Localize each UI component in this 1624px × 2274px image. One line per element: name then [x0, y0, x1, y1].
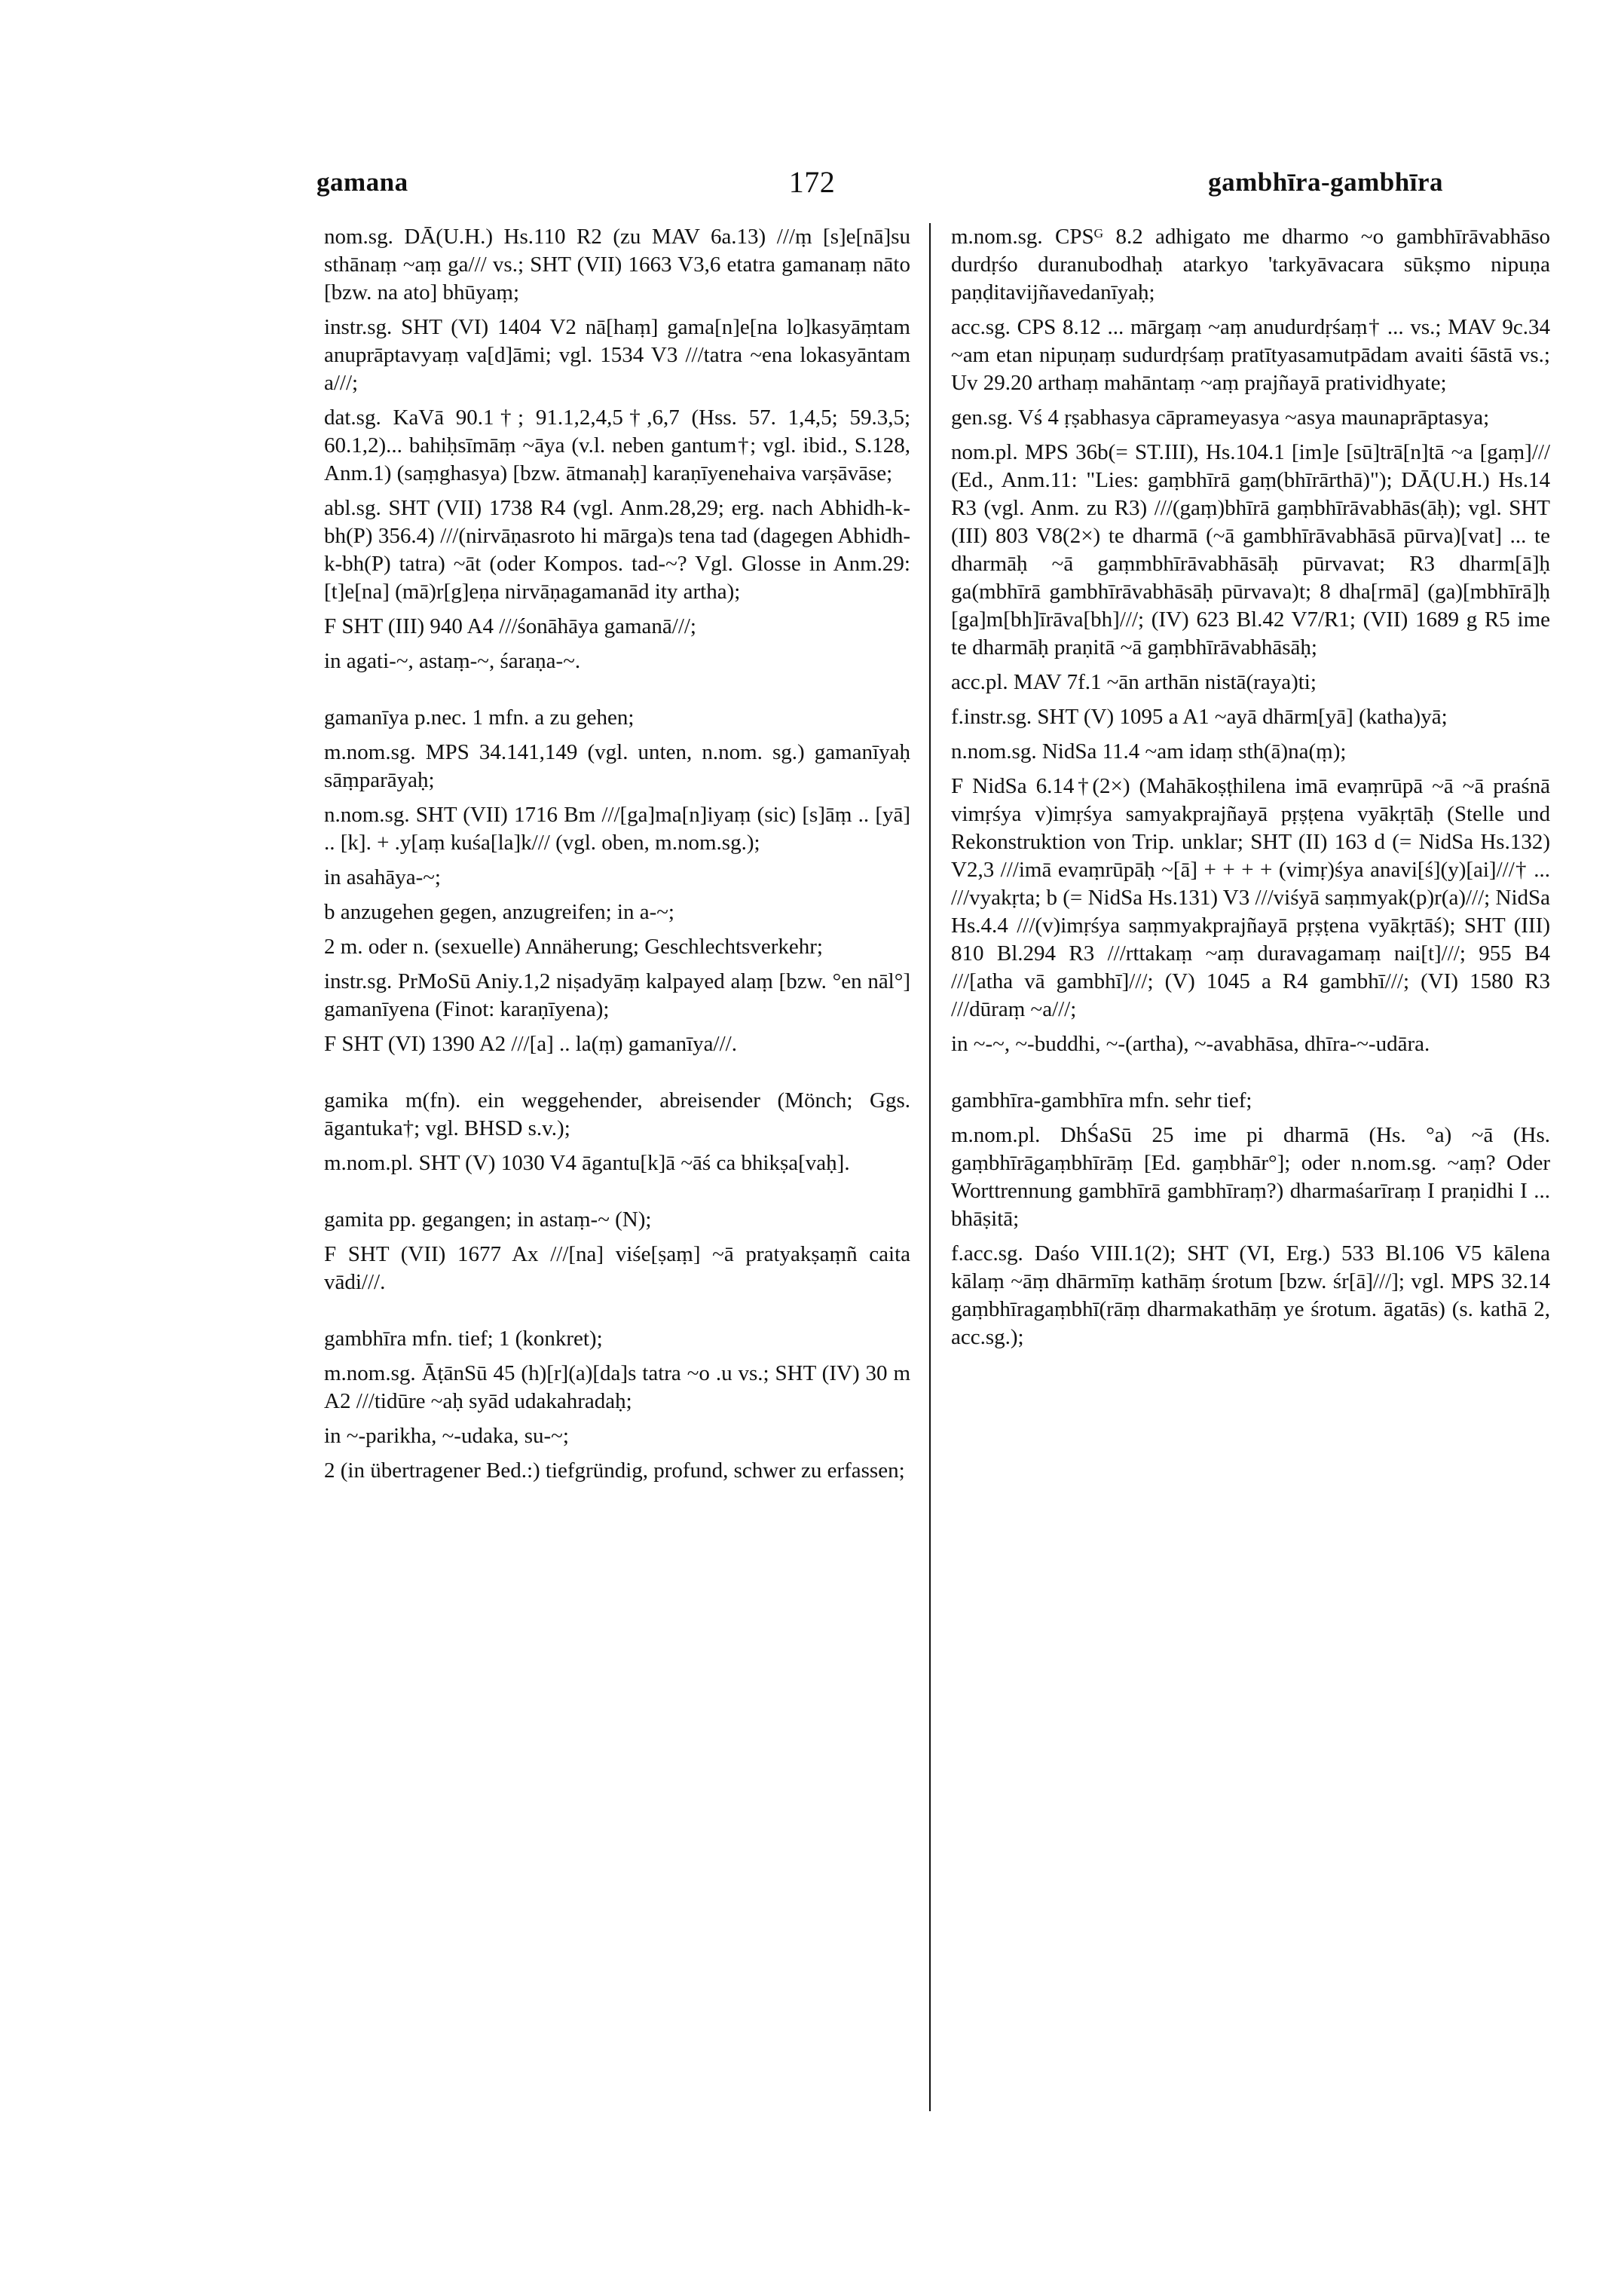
entry-paragraph: m.nom.sg. CPSᴳ 8.2 adhigato me dharmo ~o gambhīrāvabhāso durdṛśo duranubodhaḥ atarkyo 'tarkyāvacara sūkṣmo nipuṇa paṇḍitavijñavedanīyaḥ; — [951, 225, 1550, 305]
running-head-left: gamana — [317, 167, 408, 197]
entry-paragraph: abl.sg. SHT (VII) 1738 R4 (vgl. Anm.28,29; erg. nach Abhidh-k-bh(P) 356.4) ///(nirvāṇasroto hi mārga)s tena tad (dagegen Abhidh-k-bh(P) tatra) ~āt (oder Kompos. tad-~? Vgl. Glosse in Anm.29: [t]e[na] (mā)r[g]eṇa nirvāṇagamanād ity artha); — [324, 496, 910, 604]
entry-paragraph: 2 (in übertragener Bed.:) tiefgründig, profund, schwer zu erfassen; — [324, 1458, 905, 1483]
entry-paragraph: gen.sg. Vś 4 ṛṣabhasya cāprameyasya ~asya maunaprāptasya; — [951, 406, 1490, 430]
entry-paragraph: m.nom.pl. SHT (V) 1030 V4 āgantu[k]ā ~āś ca bhikṣa[vaḥ]. — [324, 1151, 850, 1175]
entry-paragraph: instr.sg. SHT (VI) 1404 V2 nā[haṃ] gama[n]e[na lo]kasyāṃtam anuprāptavyaṃ va[d]āmi; vgl. 1534 V3 ///tatra ~ena lokasyāntam a///; — [324, 315, 910, 395]
entry-paragraph: f.acc.sg. Daśo VIII.1(2); SHT (VI, Erg.) 533 Bl.106 V5 kālena kālaṃ ~āṃ dhārmīṃ kathāṃ śrotum [bzw. śr[ā]///]; vgl. MPS 32.14 gaṃbhīragaṃbhī(rāṃ dharmakathāṃ ye śrotum. āgatās) (s. kathā 2, acc.sg.); — [951, 1241, 1550, 1349]
entry-paragraph: F SHT (VI) 1390 A2 ///[a] .. la(ṃ) gamanīya///. — [324, 1032, 737, 1056]
running-head-right: gambhīra-gambhīra — [1208, 167, 1443, 197]
entry-paragraph: gambhīra mfn. tief; 1 (konkret); — [324, 1327, 603, 1351]
left-column — [324, 223, 910, 1492]
entry-paragraph: instr.sg. PrMoSū Aniy.1,2 niṣadyāṃ kalpayed alaṃ [bzw. °en nāl°] gamanīyena (Finot: karaṇīyena); — [324, 969, 910, 1021]
entry-paragraph: f.instr.sg. SHT (V) 1095 a A1 ~ayā dhārm[yā] (katha)yā; — [951, 705, 1448, 729]
entry-paragraph: acc.pl. MAV 7f.1 ~ān arthān nistā(raya)ti; — [951, 670, 1317, 694]
entry-paragraph: F SHT (VII) 1677 Ax ///[na] viśe[ṣaṃ] ~ā pratyakṣaṃñ caita vādi///. — [324, 1242, 910, 1294]
entry-paragraph: n.nom.sg. SHT (VII) 1716 Bm ///[ga]ma[n]iyaṃ (sic) [s]āṃ .. [yā] .. [k]. + .y[aṃ kuśa[la]k/// (vgl. oben, m.nom.sg.); — [324, 803, 910, 855]
column-divider — [929, 223, 931, 2111]
entry-paragraph: m.nom.sg. ĀṭānSū 45 (h)[r](a)[da]s tatra ~o .u vs.; SHT (IV) 30 m A2 ///tidūre ~aḥ syād udakahradaḥ; — [324, 1361, 910, 1413]
entry-paragraph: gamita pp. gegangen; in astaṃ-~ (N); — [324, 1207, 652, 1232]
entry-paragraph: in ~-~, ~-buddhi, ~-(artha), ~-avabhāsa, dhīra-~-udāra. — [951, 1032, 1430, 1056]
entry-paragraph: in asahāya-~; — [324, 865, 441, 889]
right-column — [951, 223, 1550, 1358]
entry-paragraph: dat.sg. KaVā 90.1†; 91.1,2,4,5†,6,7 (Hss. 57. 1,4,5; 59.3,5; 60.1,2)... bahiḥsīmāṃ ~āya (v.l. neben gantum†; vgl. ibid., S.128, Anm.1) (saṃghasya) [bzw. ātmanaḥ] karaṇīyenehaiva varṣāvāse; — [324, 406, 910, 485]
entry-paragraph: in ~-parikha, ~-udaka, su-~; — [324, 1424, 569, 1448]
entry-paragraph: gamika m(fn). ein weggehender, abreisender (Mönch; Ggs. āgantuka†; vgl. BHSD s.v.); — [324, 1088, 910, 1140]
entry-paragraph: nom.sg. DĀ(U.H.) Hs.110 R2 (zu MAV 6a.13) ///ṃ [s]e[nā]su sthānaṃ ~aṃ ga/// vs.; SHT (VII) 1663 V3,6 etatra gamanaṃ nāto [bzw. na ato] bhūyaṃ; — [324, 225, 910, 305]
entry-paragraph: m.nom.pl. DhŚaSū 25 ime pi dharmā (Hs. °a) ~ā (Hs. gaṃbhīrāgaṃbhīrāṃ [Ed. gaṃbhār°]; oder n.nom.sg. ~aṃ? Oder Worttrennung gambhīrā gambhīraṃ?) dharmaśarīraṃ I praṇidhi I ... bhāṣitā; — [951, 1123, 1550, 1231]
entry-paragraph: acc.sg. CPS 8.12 ... mārgaṃ ~aṃ anudurdṛśaṃ† ... vs.; MAV 9c.34 ~am etan nipuṇaṃ sudurdṛśaṃ pratītyasamutpādam avaiti śāstā vs.; Uv 29.20 arthaṃ mahāntaṃ ~aṃ prajñayā pratividhyate; — [951, 315, 1550, 395]
entry-paragraph: b anzugehen gegen, anzugreifen; in a-~; — [324, 900, 674, 924]
entry-paragraph: nom.pl. MPS 36b(= ST.III), Hs.104.1 [im]e [sū]trā[n]tā ~a [gaṃ]/// (Ed., Anm.11: "Lies: gaṃbhīrā gaṃ(bhīrārthā)"); DĀ(U.H.) Hs.14 R3 (vgl. Anm. zu R3) ///(gaṃ)bhīrā gaṃbhīrāvabhās(āḥ); vgl. SHT (III) 803 V8(2×) te dharmā (~ā gambhīrāvabhāsā pūrva)[vat] ... te dharmāḥ ~ā gaṃmbhīrāvabhāsāḥ pūrvavat; R3 dharm[ā]ḥ ga(mbhīrā gambhīrāvabhāsāḥ pūrvava)t; 8 dha[rmā] (ga)[mbhīrā]ḥ [ga]m[bh]īrāva[bh]///; (IV) 623 Bl.42 V7/R1; (VII) 1689 g R5 ime te dharmāḥ praṇitā ~ā gaṃbhīrāvabhāsāḥ; — [951, 440, 1550, 660]
entry-paragraph: m.nom.sg. MPS 34.141,149 (vgl. unten, n.nom. sg.) gamanīyaḥ sāṃparāyaḥ; — [324, 740, 910, 792]
entry-paragraph: F NidSa 6.14†(2×) (Mahākoṣṭhilena imā evaṃrūpā ~ā ~ā praśnā vimṛśya v)imṛśya samyakprajñayā pṛṣṭena vyākṛtāḥ (Stelle und Rekonstruktion von Trip. unklar; SHT (II) 163 d (= NidSa Hs.132) V2,3 ///imā evaṃrūpāḥ ~[ā] + + + + (vimṛ)śya anavi[ś](y)[ai]///† ... ///vyakṛta; b (= NidSa Hs.131) V3 ///viśyā saṃmyak(p)r(a)///; NidSa Hs.4.4 ///(v)imṛśya saṃmyakprajñayā pṛṣṭena vyākṛtāś); SHT (III) 810 Bl.294 R3 ///rttakaṃ ~aṃ duravagamaṃ nai[t]///; 955 B4 ///[atha vā gambhī]///; (V) 1045 a R4 gambhī///; (VI) 1580 R3 ///dūraṃ ~a///; — [951, 774, 1550, 1021]
entry-paragraph: gambhīra-gambhīra mfn. sehr tief; — [951, 1088, 1252, 1113]
entry-paragraph: F SHT (III) 940 A4 ///śonāhāya gamanā///; — [324, 614, 696, 638]
entry-paragraph: in agati-~, astaṃ-~, śaraṇa-~. — [324, 649, 581, 673]
entry-paragraph: n.nom.sg. NidSa 11.4 ~am idaṃ sth(ā)na(ṃ); — [951, 739, 1347, 764]
entry-paragraph: 2 m. oder n. (sexuelle) Annäherung; Geschlechtsverkehr; — [324, 935, 823, 959]
entry-paragraph: gamanīya p.nec. 1 mfn. a zu gehen; — [324, 705, 635, 730]
page-number: 172 — [788, 165, 836, 199]
